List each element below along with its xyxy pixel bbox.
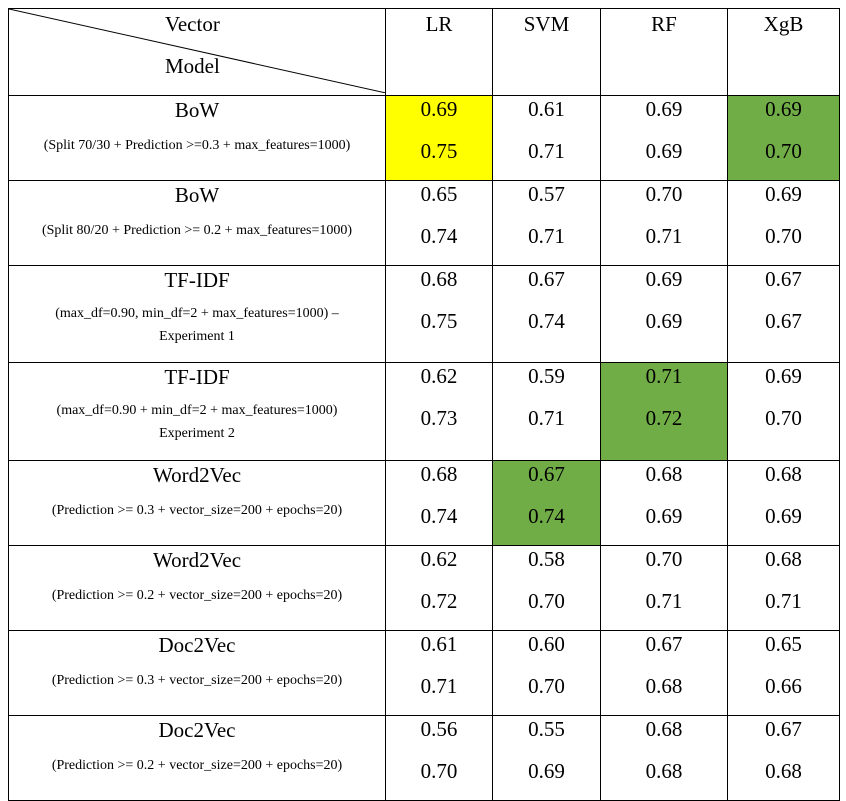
score-value: 0.68 <box>765 547 802 571</box>
score-value: 0.66 <box>765 674 802 698</box>
score-cell <box>493 546 601 631</box>
score-cell <box>493 631 601 716</box>
score-value: 0.67 <box>765 267 802 291</box>
results-table <box>8 8 840 801</box>
model-name: Word2Vec <box>152 463 242 487</box>
model-cell <box>9 96 386 181</box>
model-name: TF-IDF <box>164 365 230 389</box>
table-row <box>9 461 840 546</box>
score-value: 0.71 <box>528 406 565 430</box>
score-value: 0.71 <box>645 224 683 248</box>
score-value: 0.74 <box>528 309 565 333</box>
score-value: 0.62 <box>420 364 458 388</box>
score-cell <box>601 266 728 363</box>
score-value: 0.69 <box>645 267 683 291</box>
score-value: 0.57 <box>528 182 565 206</box>
score-cell <box>601 96 728 181</box>
score-value: 0.72 <box>645 406 683 430</box>
score-value: 0.71 <box>765 589 802 613</box>
score-value: 0.70 <box>765 139 802 163</box>
table-row <box>9 266 840 363</box>
score-value: 0.69 <box>645 309 683 333</box>
score-value: 0.70 <box>645 182 683 206</box>
model-params <box>9 300 385 346</box>
model-name: Doc2Vec <box>158 718 236 742</box>
model-cell <box>9 716 386 801</box>
score-value: 0.75 <box>420 139 458 163</box>
score-value: 0.56 <box>420 717 458 741</box>
model-label: Model <box>165 54 220 78</box>
score-value: 0.70 <box>528 589 565 613</box>
score-value: 0.68 <box>420 267 458 291</box>
table-row <box>9 96 840 181</box>
column-header-lr: LR <box>386 9 493 96</box>
score-value: 0.70 <box>420 759 458 783</box>
table-row <box>9 716 840 801</box>
score-value: 0.71 <box>645 589 683 613</box>
model-name: BoW <box>174 183 220 207</box>
model-params: (Split 80/20 + Prediction >= 0.2 + max_features=1000) <box>41 223 353 238</box>
score-value: 0.62 <box>420 547 458 571</box>
score-cell <box>386 631 493 716</box>
score-cell <box>601 631 728 716</box>
model-cell <box>9 363 386 461</box>
score-value: 0.69 <box>645 139 683 163</box>
score-value: 0.71 <box>528 139 565 163</box>
vector-label: Vector <box>165 12 220 36</box>
score-value: 0.61 <box>528 97 565 121</box>
score-value: 0.59 <box>528 364 565 388</box>
model-name: BoW <box>174 98 220 122</box>
score-cell <box>728 363 840 461</box>
score-value: 0.74 <box>420 504 458 528</box>
score-cell <box>728 546 840 631</box>
score-value: 0.68 <box>420 462 458 486</box>
score-cell <box>601 716 728 801</box>
score-value: 0.65 <box>765 632 802 656</box>
column-header-rf: RF <box>601 9 728 96</box>
model-cell <box>9 546 386 631</box>
score-value: 0.61 <box>420 632 458 656</box>
model-params-line: Experiment 2 <box>159 426 235 441</box>
score-value: 0.72 <box>420 589 458 613</box>
score-value: 0.67 <box>645 632 683 656</box>
score-value: 0.69 <box>765 182 802 206</box>
model-name: Doc2Vec <box>158 633 236 657</box>
score-value: 0.65 <box>420 182 458 206</box>
score-cell <box>601 363 728 461</box>
model-params: (Prediction >= 0.2 + vector_size=200 + epochs=20) <box>51 758 343 773</box>
score-cell <box>728 266 840 363</box>
table-row <box>9 546 840 631</box>
model-params <box>9 397 385 443</box>
score-value: 0.69 <box>645 504 683 528</box>
score-value: 0.73 <box>420 406 458 430</box>
model-params-line: (max_df=0.90, min_df=2 + max_features=1000) – <box>55 306 339 321</box>
score-cell <box>386 363 493 461</box>
score-value: 0.69 <box>420 97 458 121</box>
score-value: 0.68 <box>645 462 683 486</box>
column-header-xgb: XgB <box>728 9 840 96</box>
score-value: 0.71 <box>528 224 565 248</box>
score-value: 0.70 <box>645 547 683 571</box>
score-value: 0.68 <box>765 462 802 486</box>
score-value: 0.55 <box>528 717 565 741</box>
score-cell <box>601 461 728 546</box>
score-value: 0.68 <box>645 759 683 783</box>
table-row <box>9 181 840 266</box>
model-cell <box>9 181 386 266</box>
model-params: (Prediction >= 0.2 + vector_size=200 + epochs=20) <box>51 588 343 603</box>
score-cell <box>493 461 601 546</box>
score-value: 0.68 <box>765 759 802 783</box>
model-name: TF-IDF <box>164 268 230 292</box>
score-value: 0.71 <box>645 364 683 388</box>
score-cell <box>493 96 601 181</box>
model-params: (Prediction >= 0.3 + vector_size=200 + epochs=20) <box>51 503 343 518</box>
score-value: 0.71 <box>420 674 458 698</box>
score-cell <box>728 461 840 546</box>
score-value: 0.74 <box>528 504 565 528</box>
table-row <box>9 363 840 461</box>
score-value: 0.69 <box>645 97 683 121</box>
score-cell <box>386 181 493 266</box>
score-value: 0.69 <box>765 364 802 388</box>
score-cell <box>386 266 493 363</box>
model-params: (Split 70/30 + Prediction >=0.3 + max_features=1000) <box>43 138 351 153</box>
model-params-line: Experiment 1 <box>159 329 235 344</box>
model-cell <box>9 631 386 716</box>
score-cell <box>601 546 728 631</box>
score-value: 0.69 <box>528 759 565 783</box>
score-value: 0.70 <box>528 674 565 698</box>
score-value: 0.74 <box>420 224 458 248</box>
column-header-svm: SVM <box>493 9 601 96</box>
score-value: 0.67 <box>528 267 565 291</box>
score-value: 0.70 <box>765 224 802 248</box>
score-value: 0.69 <box>765 97 802 121</box>
score-value: 0.69 <box>765 504 802 528</box>
model-params: (Prediction >= 0.3 + vector_size=200 + epochs=20) <box>51 673 343 688</box>
table-row <box>9 631 840 716</box>
score-cell <box>386 716 493 801</box>
model-name: Word2Vec <box>152 548 242 572</box>
score-cell <box>386 96 493 181</box>
score-value: 0.67 <box>765 717 802 741</box>
score-value: 0.70 <box>765 406 802 430</box>
model-cell <box>9 461 386 546</box>
score-cell <box>493 181 601 266</box>
score-cell <box>386 546 493 631</box>
score-cell <box>493 363 601 461</box>
score-value: 0.67 <box>528 462 565 486</box>
model-params-line: (max_df=0.90 + min_df=2 + max_features=1000) <box>56 403 338 418</box>
score-cell <box>728 181 840 266</box>
score-cell <box>728 716 840 801</box>
score-value: 0.58 <box>528 547 565 571</box>
score-value: 0.67 <box>765 309 802 333</box>
score-cell <box>601 181 728 266</box>
score-value: 0.68 <box>645 717 683 741</box>
score-value: 0.75 <box>420 309 458 333</box>
score-cell <box>386 461 493 546</box>
model-cell <box>9 266 386 363</box>
score-cell <box>728 631 840 716</box>
score-cell <box>728 96 840 181</box>
corner-header-cell <box>9 9 386 96</box>
score-value: 0.68 <box>645 674 683 698</box>
header-row <box>9 9 840 96</box>
score-cell <box>493 716 601 801</box>
score-cell <box>493 266 601 363</box>
score-value: 0.60 <box>528 632 565 656</box>
